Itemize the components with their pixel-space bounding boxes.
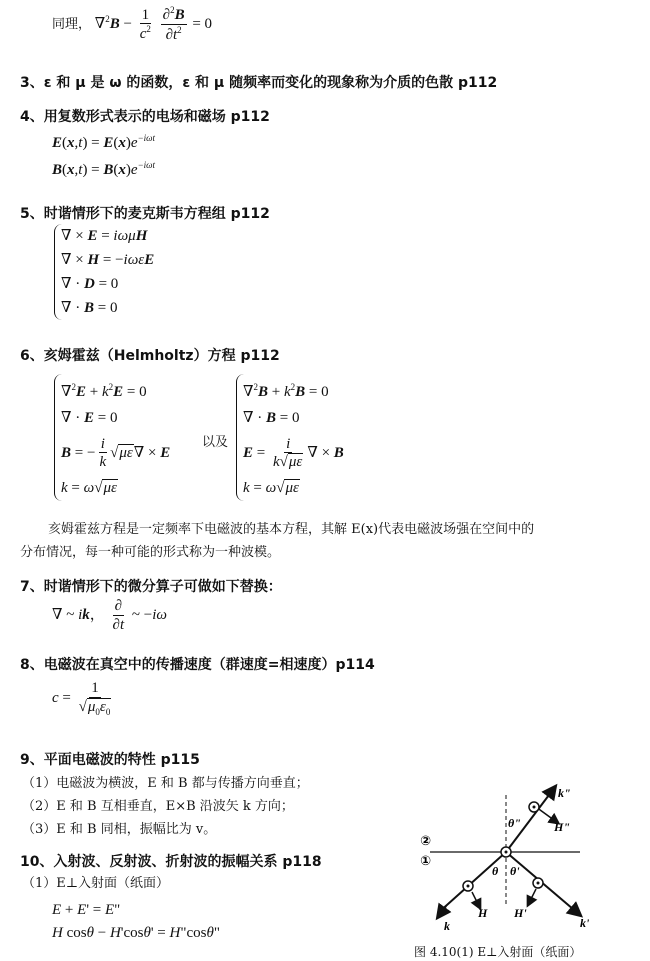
label-H2: H"	[554, 820, 570, 834]
item9-heading: 9、平面电磁波的特性 p115	[20, 752, 200, 768]
item5-heading: 5、时谐情形下的麦克斯韦方程组 p112	[20, 206, 270, 222]
label-k1: k'	[580, 916, 590, 930]
maxwell-eq-2: ∇ × H = −iωεE	[61, 252, 155, 268]
item4-heading: 4、用复数形式表示的电场和磁场 p112	[20, 109, 270, 125]
item3-heading: 3、ε 和 μ 是 ω 的函数，ε 和 μ 随频率而变化的现象称为介质的色散 p112	[20, 75, 498, 91]
item9-point-3: （3）E 和 B 同相，振幅比为 v。	[22, 822, 217, 837]
label-medium1: ①	[420, 854, 432, 869]
maxwell-system	[54, 224, 154, 320]
item10-sub: （1）E⊥入射面（纸面）	[22, 876, 169, 891]
label-H: H	[478, 906, 488, 920]
helmholtz-e-system: $\nabla^2E + k^2E = 0$ ∇ · E = 0 B = − $\frac{i}{k}$ √με∇ × E k = ω√με	[54, 374, 170, 501]
label-k2: k"	[558, 786, 571, 800]
item10-heading: 10、入射波、反射波、折射波的振幅关系 p118	[20, 854, 322, 870]
label-medium2: ②	[420, 834, 432, 849]
helmholtz-connector: 以及	[202, 435, 229, 450]
item4-eq1: $E(x,t) = E(x)e^{-i\omega t}$	[52, 133, 156, 151]
figure-caption: 图 4.10(1) E⊥入射面（纸面）	[414, 945, 582, 959]
item4-eq2: $B(x,t) = B(x)e^{-i\omega t}$	[52, 160, 156, 178]
helmholtz-b-system: $\nabla^2B + k^2B = 0$ ∇ · B = 0 E = $\frac{i}{k√\mu\varepsilon}$ ∇ × B k = ω√με	[236, 374, 344, 501]
wave-equation-b: ∇$^2$B − $\frac{1}{c^2}$ $\frac{\partial^2B}{\partial t^2}$ = 0	[94, 5, 213, 43]
line0-prefix: 同理，	[52, 17, 92, 33]
maxwell-eq-4: ∇ · B = 0	[61, 300, 118, 316]
operator-substitution: ∇ ~ ik， $\frac{\partial}{\partial t}$ ~ −iω	[52, 598, 167, 633]
item9-point-1: （1）电磁波为横波，E 和 B 都与传播方向垂直；	[22, 776, 309, 791]
helmholtz-paragraph-1: 亥姆霍兹方程是一定频率下电磁波的基本方程，其解 E(x)代表电磁波场强在空间中的	[48, 522, 535, 537]
label-theta1: θ'	[510, 864, 520, 878]
item10-eq1: E + E' = E"	[52, 902, 121, 918]
item8-heading: 8、电磁波在真空中的传播速度（群速度=相速度）p114	[20, 657, 375, 673]
label-theta2: θ"	[508, 816, 521, 830]
maxwell-eq-3: ∇ · D = 0	[61, 276, 119, 292]
light-speed-equation: c = $\frac{1}{√\mu_0\varepsilon_0}$	[52, 680, 111, 717]
item6-heading: 6、亥姆霍兹（Helmholtz）方程 p112	[20, 348, 280, 364]
label-k: k	[444, 919, 450, 933]
label-H1: H'	[514, 906, 527, 920]
item10-eq2: H cosθ − H'cosθ' = H"cosθ"	[52, 925, 220, 941]
maxwell-eq-1: ∇ × E = iωμH	[61, 228, 148, 244]
reflection-refraction-figure	[410, 775, 650, 955]
helmholtz-paragraph-2: 分布情况，每一种可能的形式称为一种波模。	[20, 545, 281, 560]
label-theta: θ	[492, 864, 499, 878]
line0	[52, 6, 212, 44]
item9-point-2: （2）E 和 B 互相垂直，E×B 沿波矢 k 方向；	[22, 799, 294, 814]
item7-heading: 7、时谐情形下的微分算子可做如下替换：	[20, 579, 282, 595]
